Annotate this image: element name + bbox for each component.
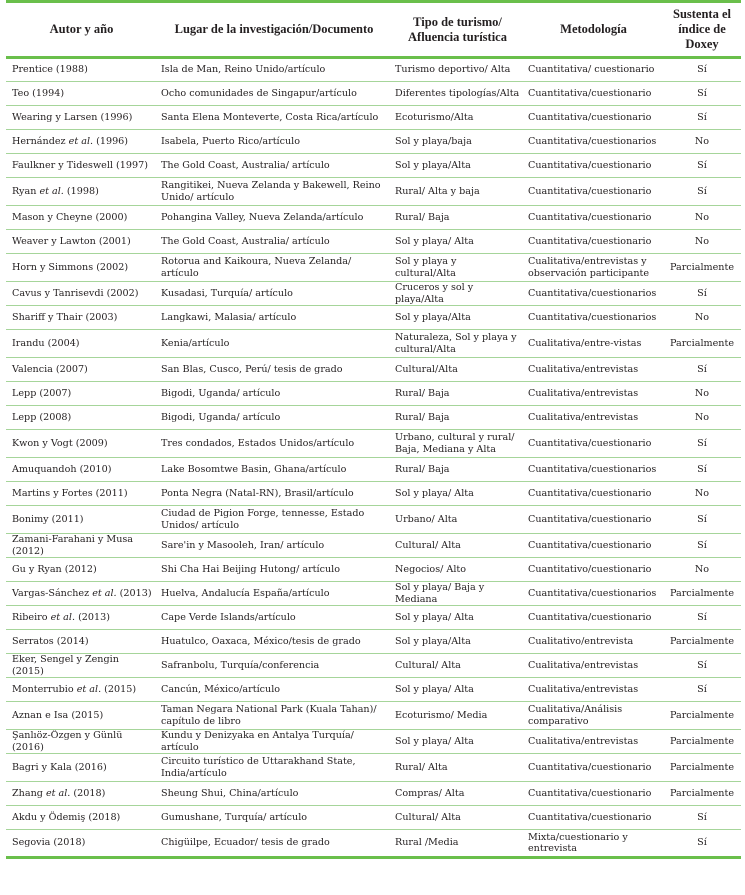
cell-sustenta: Parcialmente [663, 254, 741, 282]
cell-metodologia: Cualitativa/entrevistas [524, 406, 663, 430]
cell-sustenta: Sí [663, 654, 741, 678]
cell-lugar: Rotorua and Kaikoura, Nueva Zelanda/ artículo [157, 254, 391, 282]
cell-autor: Ribeiro et al. (2013) [6, 606, 157, 630]
table-row [6, 458, 741, 482]
cell-metodologia: Cuantitativa/cuestionario [524, 230, 663, 254]
cell-lugar: Santa Elena Monteverte, Costa Rica/artículo [157, 106, 391, 130]
cell-tipo: Sol y playa/Alta [391, 306, 524, 330]
cell-autor: Shariff y Thair (2003) [6, 306, 157, 330]
cell-lugar: Huelva, Andalucía España/artículo [157, 582, 391, 606]
cell-tipo: Rural/ Baja [391, 206, 524, 230]
cell-metodologia: Cuantitativa/cuestionarios [524, 582, 663, 606]
cell-sustenta: Sí [663, 430, 741, 458]
table-row [6, 306, 741, 330]
cell-autor: Prentice (1988) [6, 58, 157, 82]
cell-metodologia: Cualitativa/entrevistas y observación participante [524, 254, 663, 282]
cell-lugar: Sheung Shui, China/artículo [157, 782, 391, 806]
cell-metodologia: Cuantitativa/cuestionarios [524, 282, 663, 306]
cell-metodologia: Cuantitativa/ cuestionario [524, 58, 663, 82]
table-row [6, 506, 741, 534]
table-body [6, 58, 741, 858]
cell-lugar: Kundu y Denizyaka en Antalya Turquía/ artículo [157, 730, 391, 754]
table-row [6, 806, 741, 830]
cell-metodologia: Cuantitativa/cuestionario [524, 782, 663, 806]
cell-tipo: Sol y playa/ Alta [391, 730, 524, 754]
table-row [6, 154, 741, 178]
table-row [6, 482, 741, 506]
table-row [6, 678, 741, 702]
cell-autor: Hernández et al. (1996) [6, 130, 157, 154]
cell-lugar: Huatulco, Oaxaca, México/tesis de grado [157, 630, 391, 654]
cell-metodologia: Mixta/cuestionario y entrevista [524, 830, 663, 858]
cell-sustenta: Parcialmente [663, 630, 741, 654]
cell-metodologia: Cuantitativa/cuestionario [524, 82, 663, 106]
cell-sustenta: Parcialmente [663, 730, 741, 754]
table-row [6, 558, 741, 582]
cell-sustenta: Sí [663, 106, 741, 130]
cell-tipo: Cultural/ Alta [391, 654, 524, 678]
table-row [6, 430, 741, 458]
cell-metodologia: Cuantitativa/cuestionario [524, 534, 663, 558]
cell-metodologia: Cuantitativa/cuestionarios [524, 458, 663, 482]
cell-tipo: Ecoturismo/Alta [391, 106, 524, 130]
cell-metodologia: Cualitativa/entrevistas [524, 358, 663, 382]
table-row [6, 582, 741, 606]
cell-sustenta: No [663, 382, 741, 406]
cell-autor: Lepp (2007) [6, 382, 157, 406]
cell-tipo: Urbano, cultural y rural/ Baja, Mediana y Alta [391, 430, 524, 458]
cell-lugar: Safranbolu, Turquía/conferencia [157, 654, 391, 678]
cell-autor: Cavus y Tanrisevdi (2002) [6, 282, 157, 306]
cell-tipo: Rural/ Baja [391, 382, 524, 406]
cell-tipo: Cultural/ Alta [391, 806, 524, 830]
cell-lugar: Sare'in y Masooleh, Iran/ artículo [157, 534, 391, 558]
cell-metodologia: Cuantitativa/cuestionario [524, 506, 663, 534]
cell-tipo: Urbano/ Alta [391, 506, 524, 534]
cell-lugar: Kenia/artículo [157, 330, 391, 358]
cell-sustenta: Sí [663, 830, 741, 858]
cell-tipo: Sol y playa/ Alta [391, 482, 524, 506]
table-row [6, 630, 741, 654]
table-row [6, 230, 741, 254]
cell-metodologia: Cuantitativa/cuestionario [524, 106, 663, 130]
header-sustenta: Sustenta el índice de Doxey [663, 2, 741, 58]
cell-autor: Teo (1994) [6, 82, 157, 106]
table-row [6, 830, 741, 858]
cell-metodologia: Cuantitativa/cuestionario [524, 178, 663, 206]
cell-lugar: Ciudad de Pigion Forge, tennesse, Estado Unidos/ artículo [157, 506, 391, 534]
cell-tipo: Turismo deportivo/ Alta [391, 58, 524, 82]
cell-metodologia: Cualitativa/entrevistas [524, 678, 663, 702]
cell-tipo: Rural/ Alta [391, 754, 524, 782]
cell-lugar: Bigodi, Uganda/ artículo [157, 382, 391, 406]
cell-sustenta: Parcialmente [663, 702, 741, 730]
cell-metodologia: Cuantitativa/cuestionario [524, 482, 663, 506]
table-row [6, 58, 741, 82]
cell-autor: Segovia (2018) [6, 830, 157, 858]
cell-sustenta: Sí [663, 458, 741, 482]
cell-autor: Eker, Sengel y Zengin (2015) [6, 654, 157, 678]
cell-sustenta: Sí [663, 178, 741, 206]
cell-tipo: Sol y playa/Alta [391, 630, 524, 654]
cell-autor: Martins y Fortes (2011) [6, 482, 157, 506]
studies-table [6, 0, 741, 859]
cell-autor: Kwon y Vogt (2009) [6, 430, 157, 458]
header-row [6, 2, 741, 58]
cell-sustenta: Sí [663, 358, 741, 382]
cell-sustenta: Sí [663, 154, 741, 178]
header-metodologia: Metodología [524, 2, 663, 58]
cell-sustenta: Sí [663, 58, 741, 82]
cell-sustenta: No [663, 482, 741, 506]
cell-lugar: Cape Verde Islands/artículo [157, 606, 391, 630]
cell-sustenta: No [663, 230, 741, 254]
cell-metodologia: Cualitativo/entrevista [524, 630, 663, 654]
cell-metodologia: Cuantitativo/cuestionario [524, 558, 663, 582]
cell-metodologia: Cuantitativa/cuestionario [524, 206, 663, 230]
header-tipo: Tipo de turismo/ Afluencia turística [391, 2, 524, 58]
table-row [6, 782, 741, 806]
cell-sustenta: Parcialmente [663, 582, 741, 606]
cell-metodologia: Cualitativa/entrevistas [524, 730, 663, 754]
cell-tipo: Naturaleza, Sol y playa y cultural/Alta [391, 330, 524, 358]
cell-lugar: Cancún, México/artículo [157, 678, 391, 702]
header-autor: Autor y año [6, 2, 157, 58]
cell-tipo: Rural /Media [391, 830, 524, 858]
cell-tipo: Sol y playa y cultural/Alta [391, 254, 524, 282]
cell-autor: Mason y Cheyne (2000) [6, 206, 157, 230]
cell-autor: Valencia (2007) [6, 358, 157, 382]
cell-lugar: Gumushane, Turquía/ artículo [157, 806, 391, 830]
cell-sustenta: No [663, 558, 741, 582]
cell-metodologia: Cuantitativa/cuestionario [524, 606, 663, 630]
cell-autor: Zamani-Farahani y Musa (2012) [6, 534, 157, 558]
cell-lugar: Isla de Man, Reino Unido/artículo [157, 58, 391, 82]
cell-sustenta: Sí [663, 606, 741, 630]
table-row [6, 534, 741, 558]
cell-tipo: Rural/ Baja [391, 406, 524, 430]
cell-sustenta: Sí [663, 534, 741, 558]
table-row [6, 130, 741, 154]
cell-sustenta: Sí [663, 678, 741, 702]
table-row [6, 330, 741, 358]
cell-lugar: Langkawi, Malasia/ artículo [157, 306, 391, 330]
cell-tipo: Cultural/Alta [391, 358, 524, 382]
table-row [6, 606, 741, 630]
cell-autor: Şanlıöz-Özgen y Günlü (2016) [6, 730, 157, 754]
cell-lugar: Shi Cha Hai Beijing Hutong/ artículo [157, 558, 391, 582]
cell-sustenta: No [663, 306, 741, 330]
cell-metodologia: Cuantitativa/cuestionario [524, 754, 663, 782]
cell-metodologia: Cuantitativa/cuestionario [524, 806, 663, 830]
table-row [6, 106, 741, 130]
table-row [6, 206, 741, 230]
cell-sustenta: Sí [663, 82, 741, 106]
cell-tipo: Rural/ Alta y baja [391, 178, 524, 206]
cell-tipo: Sol y playa/ Baja y Mediana [391, 582, 524, 606]
cell-autor: Weaver y Lawton (2001) [6, 230, 157, 254]
cell-lugar: The Gold Coast, Australia/ artículo [157, 230, 391, 254]
cell-tipo: Ecoturismo/ Media [391, 702, 524, 730]
cell-autor: Bagri y Kala (2016) [6, 754, 157, 782]
cell-lugar: Kusadasi, Turquía/ artículo [157, 282, 391, 306]
cell-lugar: Tres condados, Estados Unidos/artículo [157, 430, 391, 458]
cell-autor: Monterrubio et al. (2015) [6, 678, 157, 702]
cell-lugar: Chigüilpe, Ecuador/ tesis de grado [157, 830, 391, 858]
cell-sustenta: No [663, 406, 741, 430]
cell-metodologia: Cuantitativa/cuestionario [524, 430, 663, 458]
cell-lugar: Lake Bosomtwe Basin, Ghana/artículo [157, 458, 391, 482]
cell-autor: Bonimy (2011) [6, 506, 157, 534]
cell-lugar: Circuito turístico de Uttarakhand State, India/artículo [157, 754, 391, 782]
cell-lugar: Ocho comunidades de Singapur/artículo [157, 82, 391, 106]
cell-sustenta: Sí [663, 806, 741, 830]
cell-lugar: Isabela, Puerto Rico/artículo [157, 130, 391, 154]
cell-tipo: Diferentes tipologías/Alta [391, 82, 524, 106]
table-row [6, 254, 741, 282]
cell-lugar: Ponta Negra (Natal-RN), Brasil/artículo [157, 482, 391, 506]
cell-metodologia: Cualitativa/entre-vistas [524, 330, 663, 358]
table-row [6, 702, 741, 730]
cell-autor: Irandu (2004) [6, 330, 157, 358]
cell-lugar: The Gold Coast, Australia/ artículo [157, 154, 391, 178]
cell-metodologia: Cuantitativa/cuestionario [524, 154, 663, 178]
table-row [6, 282, 741, 306]
header-lugar: Lugar de la investigación/Documento [157, 2, 391, 58]
cell-tipo: Sol y playa/baja [391, 130, 524, 154]
cell-metodologia: Cualitativa/entrevistas [524, 382, 663, 406]
cell-lugar: Taman Negara National Park (Kuala Tahan)/ capítulo de libro [157, 702, 391, 730]
cell-tipo: Cultural/ Alta [391, 534, 524, 558]
cell-lugar: Pohangina Valley, Nueva Zelanda/artículo [157, 206, 391, 230]
cell-sustenta: Sí [663, 282, 741, 306]
cell-autor: Gu y Ryan (2012) [6, 558, 157, 582]
table-row [6, 382, 741, 406]
table-row [6, 82, 741, 106]
cell-metodologia: Cualitativa/entrevistas [524, 654, 663, 678]
table-row [6, 358, 741, 382]
cell-tipo: Rural/ Baja [391, 458, 524, 482]
cell-sustenta: Parcialmente [663, 754, 741, 782]
cell-autor: Ryan et al. (1998) [6, 178, 157, 206]
cell-autor: Lepp (2008) [6, 406, 157, 430]
cell-sustenta: Sí [663, 506, 741, 534]
cell-tipo: Sol y playa/ Alta [391, 678, 524, 702]
cell-autor: Faulkner y Tideswell (1997) [6, 154, 157, 178]
cell-lugar: San Blas, Cusco, Perú/ tesis de grado [157, 358, 391, 382]
cell-metodologia: Cualitativa/Análisis comparativo [524, 702, 663, 730]
cell-tipo: Compras/ Alta [391, 782, 524, 806]
cell-sustenta: Parcialmente [663, 330, 741, 358]
cell-metodologia: Cuantitativa/cuestionarios [524, 130, 663, 154]
cell-autor: Amuquandoh (2010) [6, 458, 157, 482]
cell-lugar: Rangitikei, Nueva Zelanda y Bakewell, Reino Unido/ artículo [157, 178, 391, 206]
table-row [6, 178, 741, 206]
cell-tipo: Sol y playa/ Alta [391, 230, 524, 254]
table-row [6, 654, 741, 678]
cell-sustenta: No [663, 206, 741, 230]
cell-autor: Zhang et al. (2018) [6, 782, 157, 806]
cell-tipo: Sol y playa/Alta [391, 154, 524, 178]
cell-tipo: Sol y playa/ Alta [391, 606, 524, 630]
table-row [6, 754, 741, 782]
cell-lugar: Bigodi, Uganda/ artículo [157, 406, 391, 430]
cell-tipo: Negocios/ Alto [391, 558, 524, 582]
cell-metodologia: Cuantitativa/cuestionarios [524, 306, 663, 330]
cell-autor: Horn y Simmons (2002) [6, 254, 157, 282]
cell-autor: Akdu y Ödemiş (2018) [6, 806, 157, 830]
cell-autor: Serratos (2014) [6, 630, 157, 654]
cell-tipo: Cruceros y sol y playa/Alta [391, 282, 524, 306]
table-row [6, 406, 741, 430]
cell-sustenta: No [663, 130, 741, 154]
cell-sustenta: Parcialmente [663, 782, 741, 806]
cell-autor: Wearing y Larsen (1996) [6, 106, 157, 130]
cell-autor: Vargas-Sánchez et al. (2013) [6, 582, 157, 606]
cell-autor: Aznan e Isa (2015) [6, 702, 157, 730]
table-row [6, 730, 741, 754]
